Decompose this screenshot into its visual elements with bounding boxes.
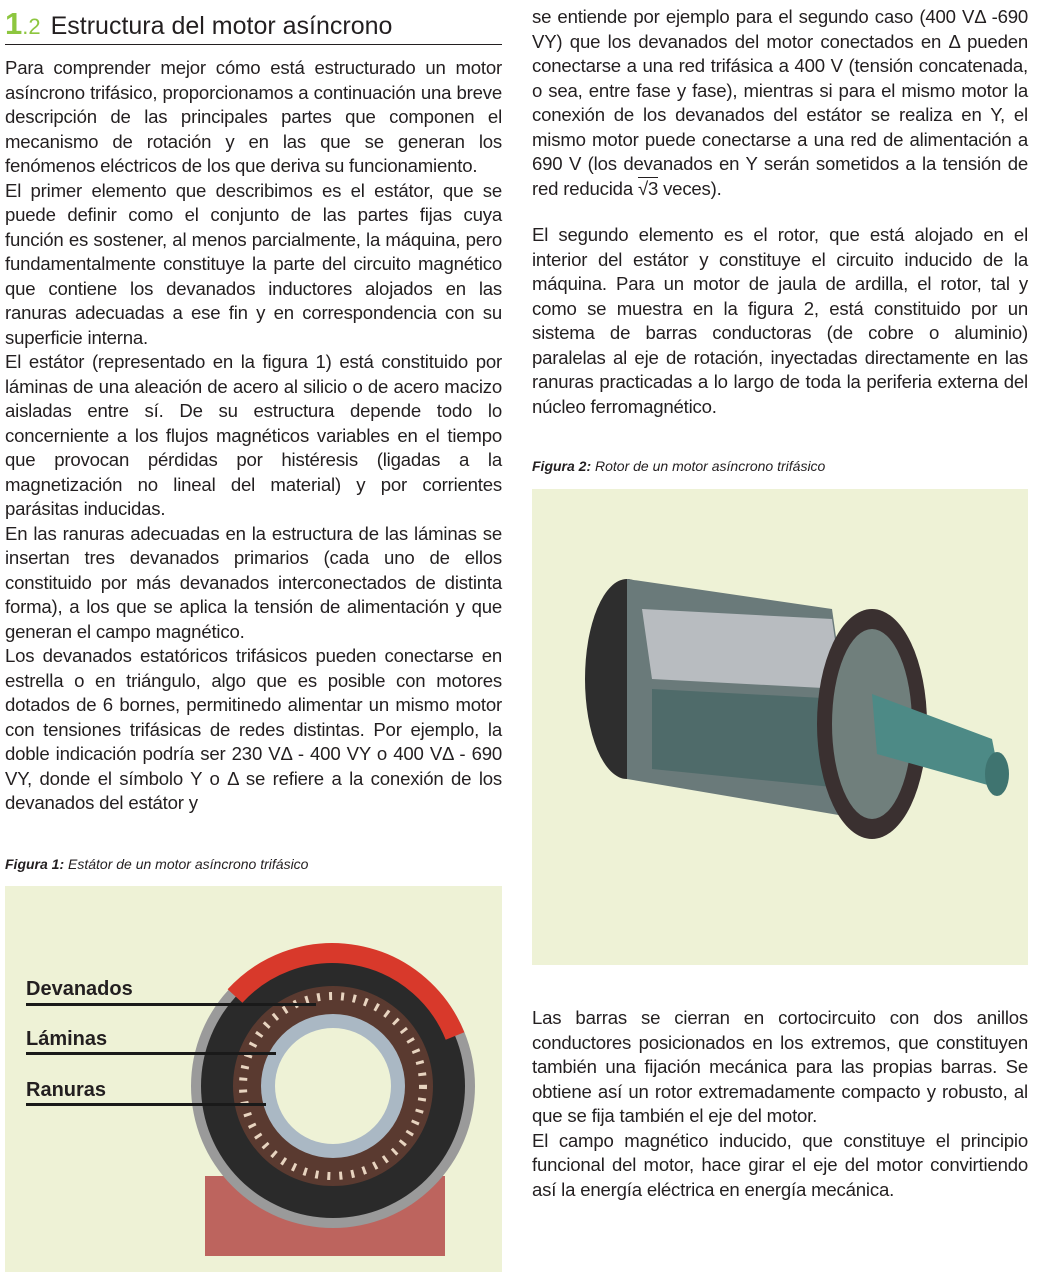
paragraph-text: veces). bbox=[658, 177, 722, 199]
section-number: 1 bbox=[5, 6, 23, 41]
figure2-label: Figura 2: bbox=[532, 458, 592, 474]
paragraph: Para comprender mejor cómo está estructurado un motor asíncrono trifásico, proporcionamos a continuación una breve descripción de las principales partes que componen el mecanismo de rotación y en las que se generan los fenómenos eléctricos de los que deriva su funcionamiento. bbox=[5, 57, 502, 176]
sqrt-expression: √3 bbox=[637, 177, 659, 199]
callout-ranuras: Ranuras bbox=[26, 1079, 107, 1101]
callout-arrow bbox=[26, 1003, 316, 1006]
paragraph: Los devanados estatóricos trifásicos pueden conectarse en estrella o en triángulo, algo que es posible con motores dotados de 6 bornes, permitinedo alimentar un mismo motor con tensiones trifásicas de redes distintas. Por ejemplo, la doble indicación podría ser 230 VΔ - 400 VY o 400 VΔ - 690 VY, donde el símbolo Y o Δ se refiere a la conexión de los devanados del estátor y bbox=[5, 645, 502, 813]
figure1-caption-text: Estátor de un motor asíncrono trifásico bbox=[64, 856, 309, 872]
paragraph bbox=[532, 5, 1028, 201]
paragraph: En las ranuras adecuadas en la estructura de las láminas se insertan tres devanados primarios (cada uno de ellos constituido por más devanados interconectados de distinta forma), a los que se aplica la tensión de alimentación y que generan el campo magnético. bbox=[5, 522, 502, 642]
paragraph: El estátor (representado en la figura 1) está constituido por láminas de una aleación de acero al silicio o de acero macizo aisladas entre sí. De su estructura depende todo lo concerniente a los flujos magnéticos variables en el tiempo que provocan pérdidas por histéresis (ligadas a la magnetización no lineal del material) y por corrientes parásitas inducidas. bbox=[5, 351, 502, 519]
figure1-caption bbox=[5, 856, 308, 872]
figure1-label: Figura 1: bbox=[5, 856, 65, 872]
sqrt-value: 3 bbox=[647, 177, 659, 199]
right-column-bottom bbox=[532, 1006, 1028, 1202]
paragraph: El segundo elemento es el rotor, que está alojado en el interior del estátor y constituye el circuito inducido de la máquina. Para un motor de jaula de ardilla, el rotor, tal y como se muestra en la figura 2, está constituido por un sistema de barras conductoras (de cobre o aluminio) paralelas al eje de rotación, inyectadas directamente en las ranuras practicadas a lo largo de toda la periferia externa del núcleo ferromagnético. bbox=[532, 224, 1028, 417]
section-title: Estructura del motor asíncrono bbox=[50, 12, 393, 40]
figure2-caption bbox=[532, 458, 825, 474]
paragraph-text: se entiende por ejemplo para el segundo caso (400 VΔ -690 VY) que los devanados del motor conectados en Δ pueden conectarse a una red trifásica a 400 V (tensión concatenada, o sea, entre fase y fase), mientras si para el mismo motor la conexión de los devanados del estátor se realiza en Y, el mismo motor puede conectarse a una red de alimentación a 690 V (los devanados en Y serán sometidos a la tensión de red reducida bbox=[532, 6, 1028, 199]
callout-laminas: Láminas bbox=[26, 1028, 108, 1050]
callout-arrow bbox=[26, 1052, 276, 1055]
rotor-illustration bbox=[532, 489, 1028, 965]
figure2-rotor-image bbox=[532, 489, 1028, 965]
callout-devanados: Devanados bbox=[26, 978, 133, 1000]
section-subnumber: .2 bbox=[22, 14, 41, 39]
callout-arrow bbox=[26, 1103, 266, 1106]
section-heading bbox=[5, 6, 502, 45]
paragraph: El campo magnético inducido, que constituye el principio funcional del motor, hace girar el eje del motor convirtiendo así la energía eléctrica en energía mecánica. bbox=[532, 1129, 1028, 1200]
paragraph: Las barras se cierran en cortocircuito con dos anillos conductores posicionados en los extremos, que constituyen también una fijación mecánica para las propias barras. Se obtiene así un rotor extremadamente compacto y robusto, al que se fija también el eje del motor. bbox=[532, 1007, 1028, 1126]
right-column bbox=[532, 5, 1028, 419]
paragraph: El primer elemento que describimos es el estátor, que se puede definir como el conjunto de las partes fijas cuya función es sostener, al menos parcialmente, la máquina, pero fundamentalmente constituye la parte del circuito magnético que contiene los devanados inductores alojados en las ranuras adecuadas a ese fin y en correspondencia con su superficie interna. bbox=[5, 179, 502, 348]
figure2-caption-text: Rotor de un motor asíncrono trifásico bbox=[591, 458, 826, 474]
figure1-stator-image bbox=[5, 886, 502, 1272]
left-column bbox=[5, 56, 502, 816]
